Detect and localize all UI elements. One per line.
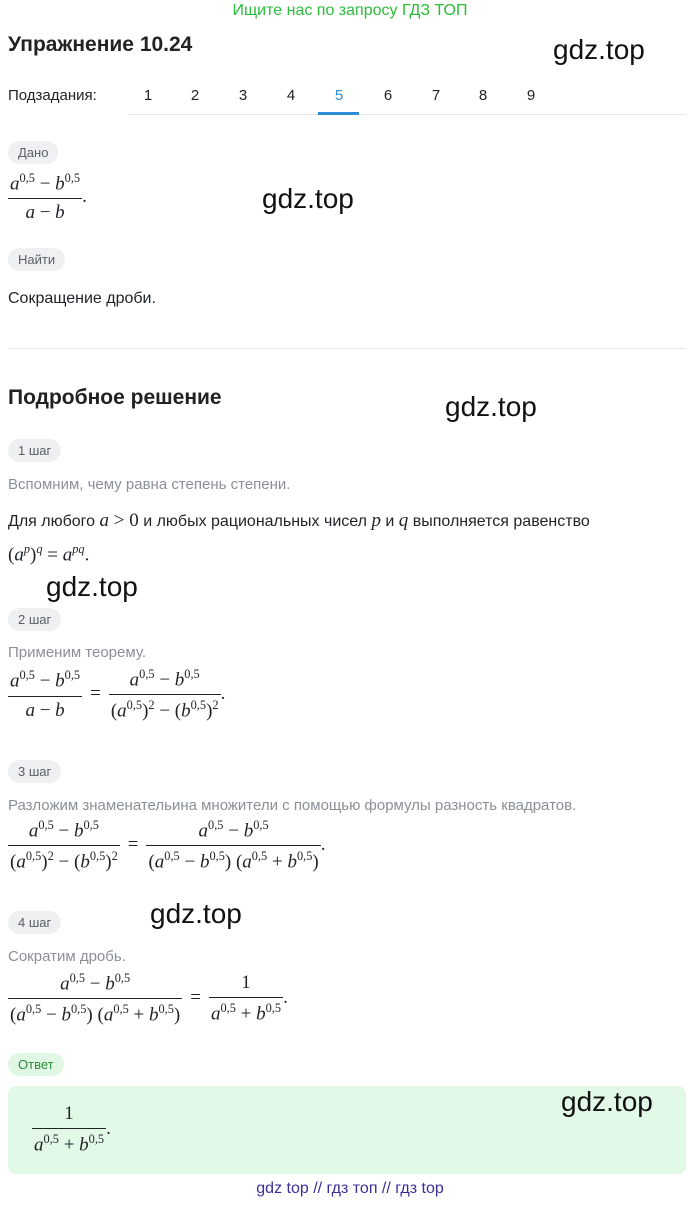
subtask-tab-4[interactable]: 4 — [286, 87, 296, 104]
step-1-text-prefix: Для любого — [8, 513, 96, 530]
subtask-tabs — [128, 78, 686, 115]
given-badge: Дано — [8, 141, 58, 164]
step-1-hint: Вспомним, чему равна степень степени. — [8, 476, 291, 493]
subtask-tab-6[interactable]: 6 — [383, 87, 393, 104]
step-2-hint: Применим теорему. — [8, 644, 147, 661]
subtasks-label: Подзадания: — [8, 87, 97, 104]
solution-heading: Подробное решение — [8, 386, 222, 409]
find-badge: Найти — [8, 248, 65, 271]
promo-banner[interactable]: Ищите нас по запросу ГДЗ ТОП — [232, 2, 468, 19]
subtask-tab-9[interactable]: 9 — [526, 87, 536, 104]
step-4-badge: 4 шаг — [8, 911, 61, 934]
subtask-tab-8[interactable]: 8 — [478, 87, 488, 104]
step-3-badge: 3 шаг — [8, 760, 61, 783]
subtask-tab-7[interactable]: 7 — [431, 87, 441, 104]
active-tab-indicator — [318, 112, 359, 115]
step-1-text-and: и — [385, 513, 395, 530]
divider — [8, 348, 686, 349]
step-1-text-suffix: выполняется равенство — [412, 513, 590, 530]
find-text: Сокращение дроби. — [8, 290, 156, 307]
watermark: gdz.top — [561, 1086, 653, 1117]
answer-badge: Ответ — [8, 1053, 64, 1076]
step-2-formula: $\frac{a^{0,5} - b^{0,5}}{a - b}$ = $\frac{a^{0,5} - b^{0,5}}{(a^{0,5})^2 - (b^{0,5})^2}$ . — [10, 667, 226, 722]
given-expression: $\frac{a^{0,5} - b^{0,5}}{a - b}$ . — [10, 171, 87, 224]
subtask-tab-3[interactable]: 3 — [238, 87, 248, 104]
footer-links[interactable]: gdz top // гдз топ // гдз top — [256, 1180, 444, 1197]
page-title: Упражнение 10.24 — [8, 33, 193, 56]
subtask-tab-5[interactable]: 5 — [334, 87, 344, 104]
answer-formula: $\frac{1}{a^{0,5} + b^{0,5}}$ . — [34, 1103, 111, 1156]
step-3-formula: $\frac{a^{0,5} - b^{0,5}}{(a^{0,5})^2 - (b^{0,5})^2}$ = $\frac{a^{0,5} - b^{0,5}}{(a^{0,5} - b^{0,5}) (a^{0,5} + b^{0,5})}$ . — [10, 818, 326, 873]
subtask-tab-1[interactable]: 1 — [143, 87, 153, 104]
step-4-hint: Сократим дробь. — [8, 948, 126, 965]
watermark: gdz.top — [445, 391, 537, 422]
step-1-text-middle: и любых рациональных чисел — [143, 513, 367, 530]
subtask-tab-2[interactable]: 2 — [190, 87, 200, 104]
step-1-statement: Для любого a > 0 и любых рациональных чисел p и q выполняется равенство — [8, 510, 590, 531]
watermark: gdz.top — [262, 183, 354, 214]
step-1-badge: 1 шаг — [8, 439, 61, 462]
step-2-badge: 2 шаг — [8, 608, 61, 631]
watermark: gdz.top — [553, 34, 645, 65]
step-3-hint: Разложим знаменательина множители с помощью формулы разность квадратов. — [8, 797, 577, 814]
watermark: gdz.top — [150, 898, 242, 929]
step-4-formula: $\frac{a^{0,5} - b^{0,5}}{(a^{0,5} - b^{0,5}) (a^{0,5} + b^{0,5})}$ = $\frac{1}{a^{0,5} + b^{0,5}}$ . — [10, 971, 288, 1026]
watermark: gdz.top — [46, 571, 138, 602]
step-1-formula: $(a^p)^q = a^{pq}$. — [8, 542, 90, 566]
